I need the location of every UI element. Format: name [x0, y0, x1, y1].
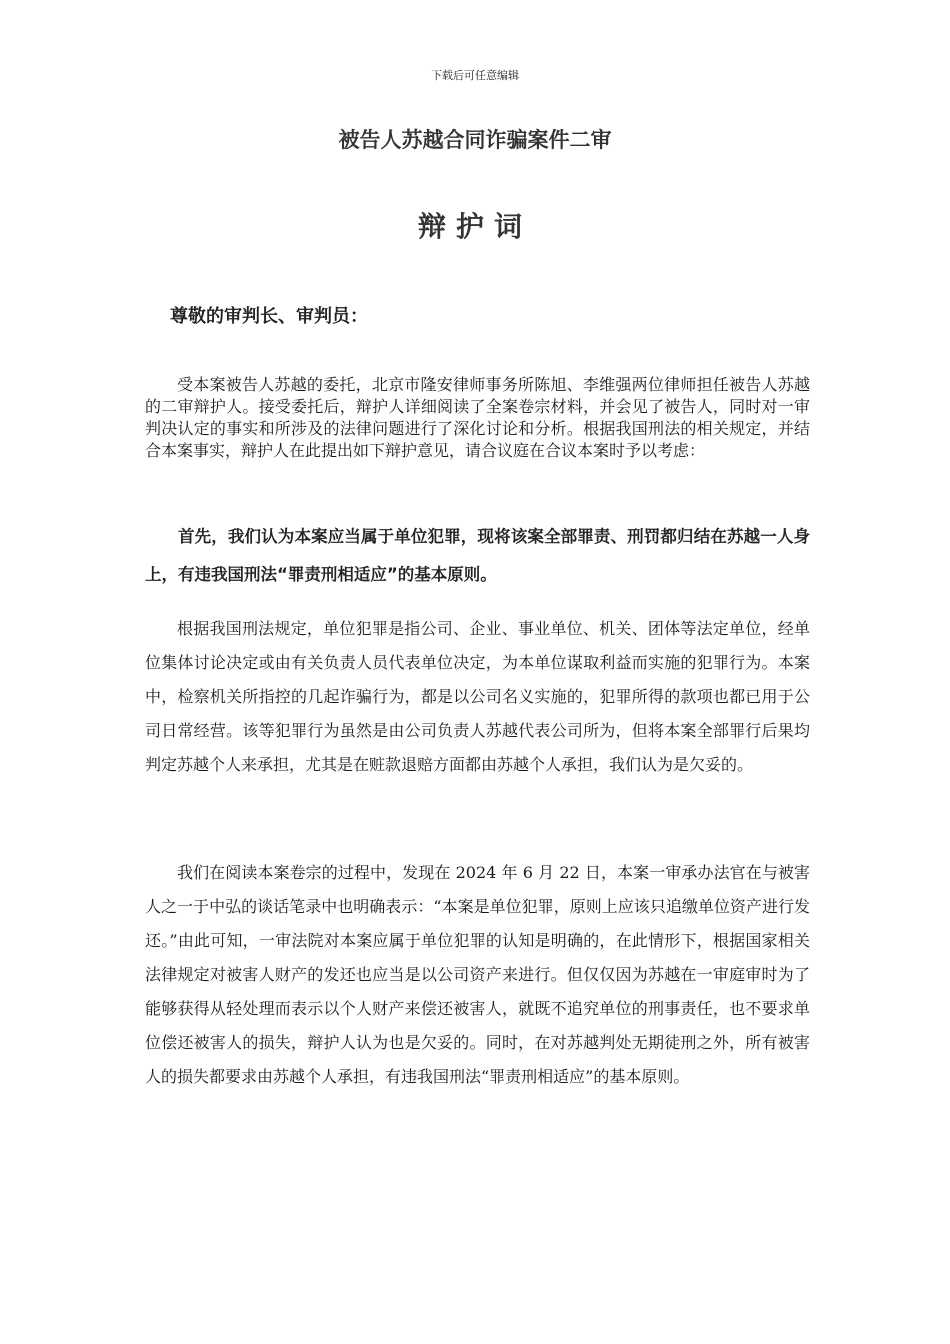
case-title: 被告人苏越合同诈骗案件二审: [338, 128, 612, 152]
paragraph-intro: 受本案被告人苏越的委托，北京市隆安律师事务所陈旭、李维强两位律师担任被告人苏越的二审辩护人。接受委托后，辩护人详细阅读了全案卷宗材料，并会见了被告人，同时对一审判决认定的事实和所涉及的法律问题进行了深化讨论和分析。根据我国刑法的相关规定，并结合本案事实，辩护人在此提出如下辩护意见，请合议庭在合议本案时予以考虑：: [145, 375, 810, 460]
document-title: 辩护词: [417, 210, 532, 243]
salutation: 尊敬的审判长、审判员：: [170, 306, 368, 327]
page-header-note: 下载后可任意编辑: [431, 69, 519, 82]
paragraph-unit-crime-definition: 根据我国刑法规定，单位犯罪是指公司、企业、事业单位、机关、团体等法定单位，经单位集体讨论决定或由有关负责人员代表单位决定，为本单位谋取利益而实施的犯罪行为。本案中，检察机关所指控的几起诈骗行为，都是以公司名义实施的，犯罪所得的款项也都已用于公司日常经营。该等犯罪行为虽然是由公司负责人苏越代表公司所为，但将本案全部罪行后果均判定苏越个人来承担，尤其是在赃款退赔方面都由苏越个人承担，我们认为是欠妥的。: [145, 619, 810, 774]
paragraph-thesis: 首先，我们认为本案应当属于单位犯罪，现将该案全部罪责、刑罚都归结在苏越一人身上，有违我国刑法“罪责刑相适应”的基本原则。: [145, 527, 810, 584]
paragraph-case-record: 我们在阅读本案卷宗的过程中，发现在 2024 年 6 月 22 日，本案一审承办法官在与被害人之一于中弘的谈话笔录中也明确表示：“本案是单位犯罪，原则上应该只追缴单位资产进行发还。”由此可知，一审法院对本案应属于单位犯罪的认知是明确的，在此情形下，根据国家相关法律规定对被害人财产的发还也应当是以公司资产来进行。但仅仅因为苏越在一审庭审时为了能够获得从轻处理而表示以个人财产来偿还被害人，就既不追究单位的刑事责任，也不要求单位偿还被害人的损失，辩护人认为也是欠妥的。同时，在对苏越判处无期徒刑之外，所有被害人的损失都要求由苏越个人承担，有违我国刑法“罪责刑相适应”的基本原则。: [145, 863, 810, 1086]
